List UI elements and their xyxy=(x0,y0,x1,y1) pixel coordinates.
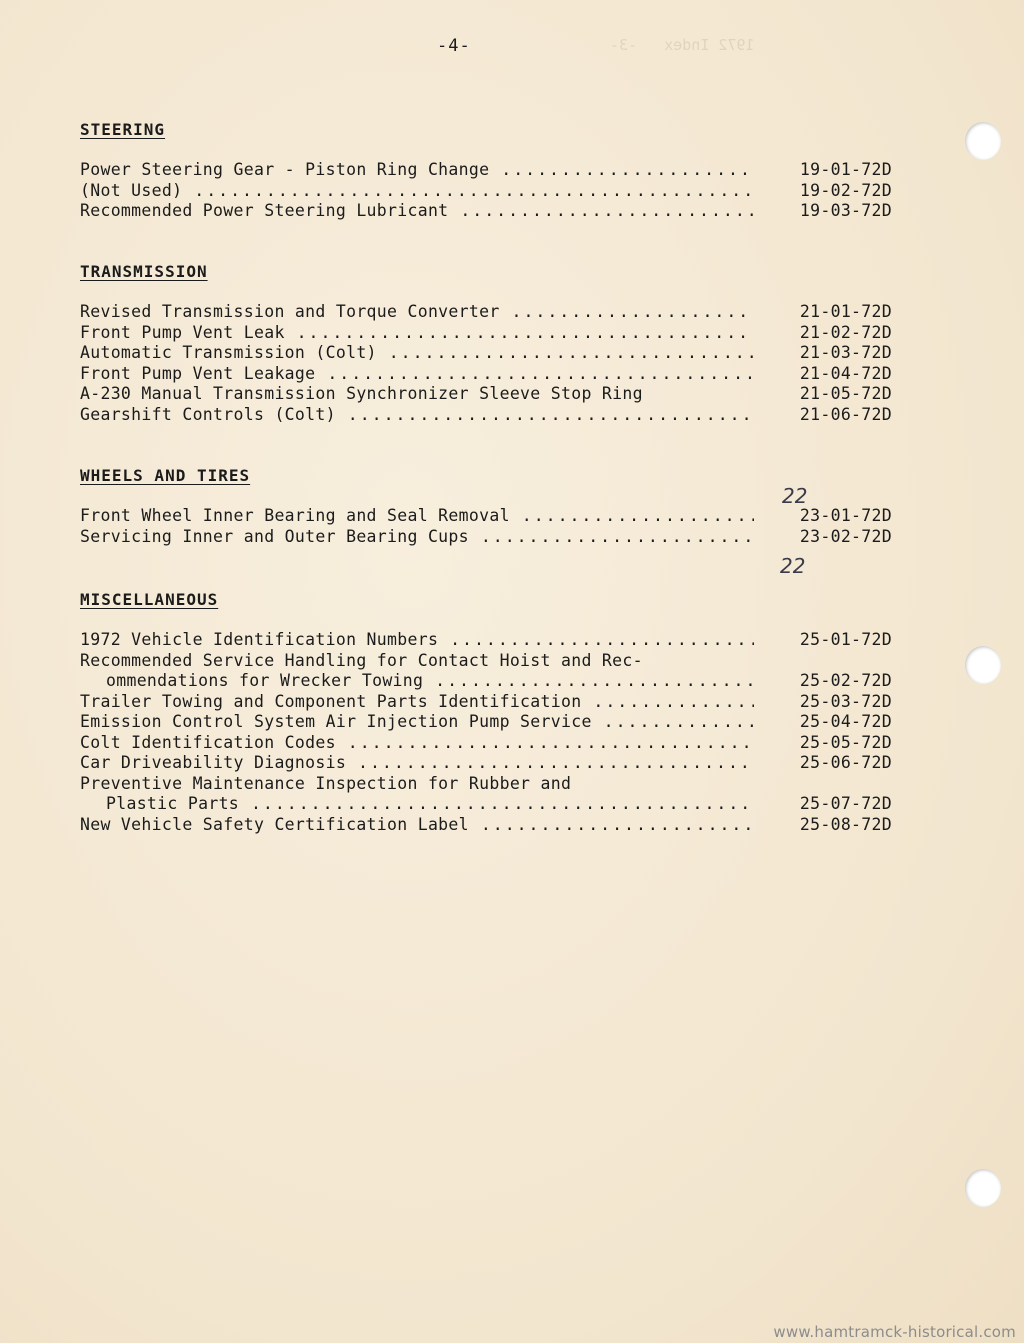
entry-code: 25-06-72D xyxy=(799,753,892,772)
section-steering xyxy=(80,120,892,222)
entry-title: Emission Control System Air Injection Pump Service ..... xyxy=(80,712,754,733)
section-miscellaneous xyxy=(80,590,892,835)
entry-code: 25-01-72D xyxy=(799,630,892,649)
entry-code: 19-01-72D xyxy=(799,160,892,179)
entry-list xyxy=(80,630,892,835)
list-item xyxy=(80,712,892,733)
entry-code xyxy=(774,774,892,795)
list-item xyxy=(80,794,892,815)
list-item xyxy=(80,671,892,692)
list-item xyxy=(80,527,892,548)
list-item xyxy=(80,651,892,672)
entry-title: Car Driveability Diagnosis ..... xyxy=(80,753,754,774)
punch-hole xyxy=(965,646,1001,684)
entry-title: Front Pump Vent Leakage ..... xyxy=(80,364,754,385)
list-item xyxy=(80,160,892,181)
entry-title: Preventive Maintenance Inspection for Rubber and xyxy=(80,773,572,793)
entry-list xyxy=(80,302,892,425)
entry-code: 23-01-72D xyxy=(799,506,892,525)
list-item xyxy=(80,405,892,426)
entry-list xyxy=(80,160,892,222)
entry-title: Recommended Service Handling for Contact Hoist and Rec- xyxy=(80,650,643,670)
entry-list xyxy=(80,506,892,547)
section-heading: STEERING xyxy=(80,120,166,139)
entry-title: A-230 Manual Transmission Synchronizer Sleeve Stop Ring xyxy=(80,384,643,403)
entry-code: 21-06-72D xyxy=(799,404,892,424)
entry-code: 21-03-72D xyxy=(799,343,892,362)
punch-hole xyxy=(965,122,1001,160)
entry-code: 21-02-72D xyxy=(799,322,892,342)
entry-title: Gearshift Controls (Colt) ..... xyxy=(80,405,754,426)
list-item xyxy=(80,506,892,527)
entry-title: Recommended Power Steering Lubricant ..... xyxy=(80,201,754,222)
list-item xyxy=(80,302,892,323)
entry-code: 25-04-72D xyxy=(799,712,892,731)
list-item xyxy=(80,692,892,713)
entry-code: 23-02-72D xyxy=(799,526,892,546)
entry-title: Front Wheel Inner Bearing and Seal Removal ..... xyxy=(80,506,754,527)
entry-title: Revised Transmission and Torque Converter ..... xyxy=(80,302,754,323)
entry-code: 25-08-72D xyxy=(799,814,892,834)
section-heading: MISCELLANEOUS xyxy=(80,590,219,609)
section-wheels-and-tires xyxy=(80,466,892,547)
entry-code: 25-03-72D xyxy=(799,691,892,711)
entry-title: Automatic Transmission (Colt) ..... xyxy=(80,343,754,364)
entry-code: 21-04-72D xyxy=(799,363,892,383)
entry-title: 1972 Vehicle Identification Numbers ..... xyxy=(80,630,754,651)
list-item xyxy=(80,774,892,795)
entry-title: Servicing Inner and Outer Bearing Cups ..... xyxy=(80,527,754,548)
entry-title: Plastic Parts ..... xyxy=(80,794,754,815)
list-item xyxy=(80,384,892,405)
entry-code: 25-02-72D xyxy=(799,671,892,690)
list-item xyxy=(80,201,892,222)
entry-title: New Vehicle Safety Certification Label ..... xyxy=(80,815,754,836)
entry-title: Trailer Towing and Component Parts Identification ..... xyxy=(80,692,754,713)
handwritten-annotation: 22 xyxy=(782,484,808,508)
page-number: -4- xyxy=(437,36,471,56)
list-item xyxy=(80,364,892,385)
entry-code: 21-05-72D xyxy=(799,384,892,403)
list-item xyxy=(80,181,892,202)
list-item xyxy=(80,630,892,651)
punch-hole xyxy=(965,1169,1001,1207)
section-transmission xyxy=(80,262,892,425)
entry-title: ommendations for Wrecker Towing ..... xyxy=(80,671,754,692)
section-heading: WHEELS AND TIRES xyxy=(80,466,251,485)
section-heading: TRANSMISSION xyxy=(80,262,208,281)
entry-title: Colt Identification Codes ..... xyxy=(80,733,754,754)
entry-code: 25-07-72D xyxy=(799,794,892,813)
entry-code: 21-01-72D xyxy=(799,302,892,321)
handwritten-annotation: 22 xyxy=(780,554,806,578)
entry-code: 19-03-72D xyxy=(799,201,892,220)
list-item xyxy=(80,343,892,364)
list-item xyxy=(80,753,892,774)
entry-title: Front Pump Vent Leak ..... xyxy=(80,323,754,344)
entry-code: 19-02-72D xyxy=(799,180,892,200)
bleed-through-text: 1972 Index -3- xyxy=(610,36,755,54)
list-item xyxy=(80,733,892,754)
watermark: www.hamtramck-historical.com xyxy=(773,1323,1016,1341)
entry-code: 25-05-72D xyxy=(799,732,892,752)
entry-title: Power Steering Gear - Piston Ring Change ..... xyxy=(80,160,754,181)
entry-title: (Not Used) ..... xyxy=(80,181,754,202)
entry-code xyxy=(774,651,892,672)
list-item xyxy=(80,815,892,836)
list-item xyxy=(80,323,892,344)
